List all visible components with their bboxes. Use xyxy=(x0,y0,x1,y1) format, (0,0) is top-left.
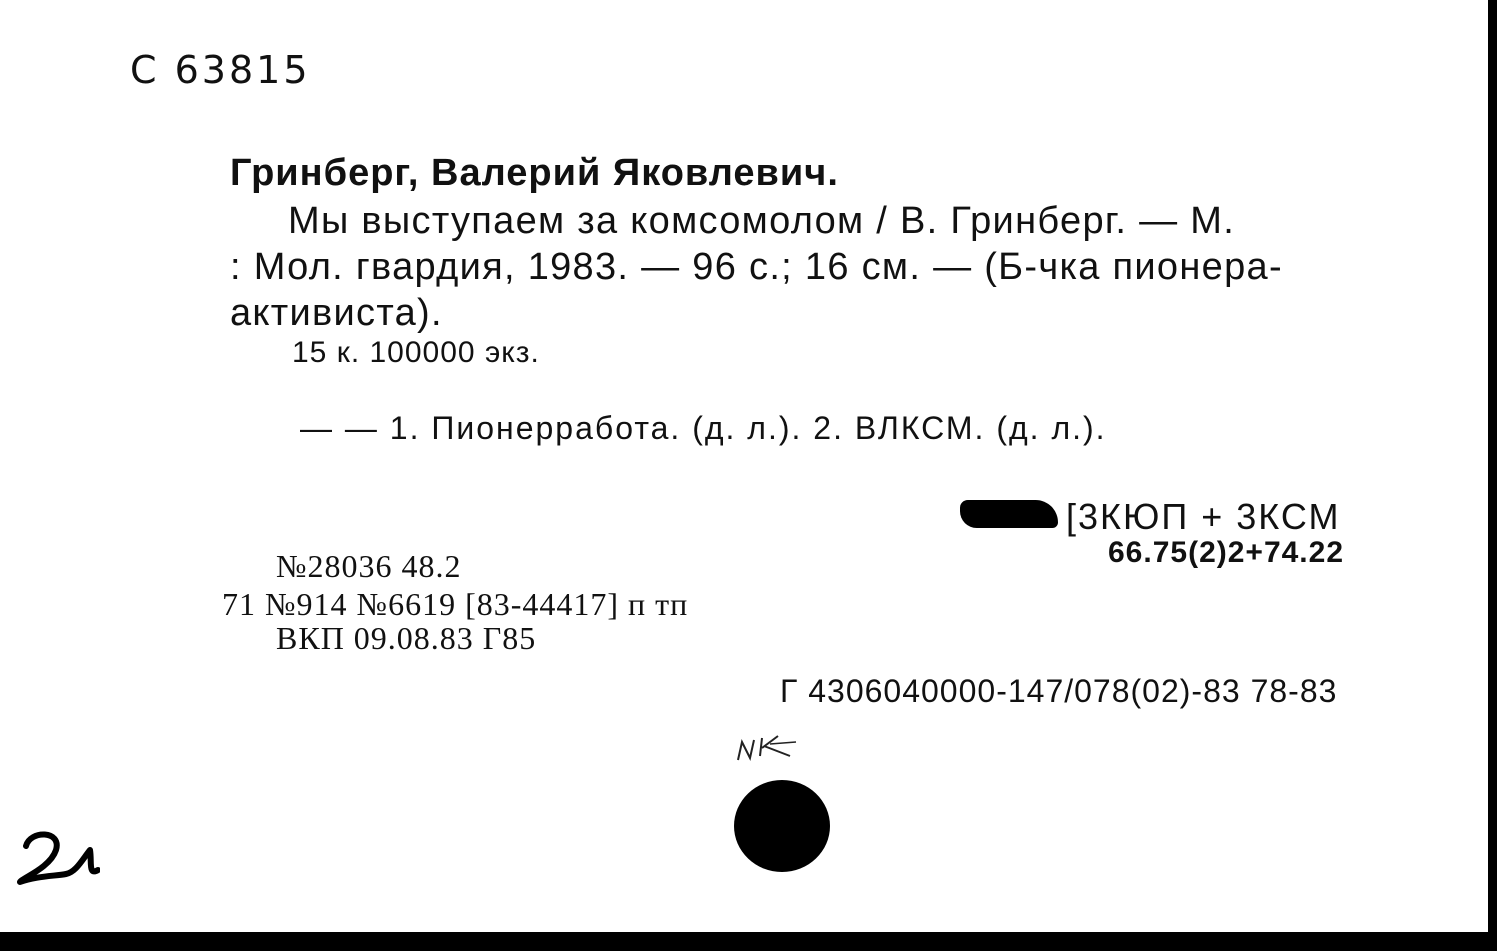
author-heading: Гринберг, Валерий Яковлевич. xyxy=(230,152,839,194)
classification-line-1: [3КЮП + 3КСМ xyxy=(1066,496,1341,537)
call-number: С 63815 xyxy=(130,48,311,92)
description-line-3: активиста). xyxy=(230,292,443,334)
description-line-1: Мы выступаем за комсомолом / В. Гринберг. — М. xyxy=(288,200,1236,242)
handwritten-initials-mark xyxy=(734,730,800,764)
subject-headings: — — 1. Пионерработа. (д. л.). 2. ВЛКСМ. (д. л.). xyxy=(300,410,1107,446)
record-numbers-line-2: 71 №914 №6619 [83-44417] п тп xyxy=(222,586,689,622)
ink-blot xyxy=(960,500,1058,528)
scan-border-bottom xyxy=(0,932,1497,951)
record-numbers-line-3: ВКП 09.08.83 Г85 xyxy=(276,620,537,656)
record-numbers-line-1: №28036 48.2 xyxy=(276,548,462,584)
bbk-code: Г 4306040000-147/078(02)-83 78-83 xyxy=(780,673,1338,709)
handwritten-numeral-mark xyxy=(12,826,100,888)
price-and-print-run: 15 к. 100000 экз. xyxy=(292,336,540,369)
scan-border-right xyxy=(1488,0,1497,951)
description-line-2: : Мол. гвардия, 1983. — 96 с.; 16 см. — (Б-чка пионера- xyxy=(230,246,1283,288)
punch-hole xyxy=(734,780,830,872)
classification-line-2: 66.75(2)2+74.22 xyxy=(1108,536,1345,569)
